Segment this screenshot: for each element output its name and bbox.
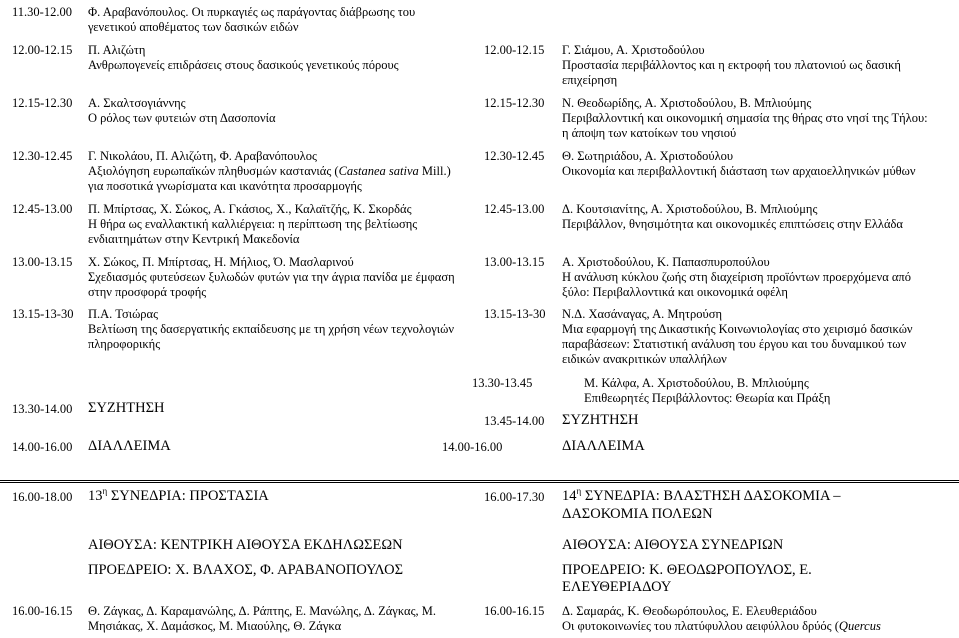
session-line: Η θήρα ως εναλλακτική καλλιέργεια: η περίπτωση της βελτίωσης <box>88 217 418 231</box>
session-time: 12.45-13.00 <box>484 202 545 216</box>
session-line: Επιθεωρητές Περιβάλλοντος: Θεωρία και Πράξη <box>584 391 831 405</box>
session-line: Φ. Αραβανόπουλος. Οι πυρκαγιές ως παράγοντας διάβρωσης του <box>88 5 416 19</box>
discussion-label: ΣΥΖΗΤΗΣΗ <box>562 412 639 428</box>
session-time: 13.15-13-30 <box>12 307 74 321</box>
session-line: Δ. Σαμαράς, Κ. Θεοδωρόπουλος, Ε. Ελευθεριάδου <box>562 604 817 618</box>
session-line: Α. Σκαλτσογιάννης <box>88 96 186 110</box>
session-title: $14^\eta$ ΣΥΝΕΔΡΙΑ: ΒΛΑΣΤΗΣΗ ΔΑΣΟΚΟΜΙΑ – <box>562 486 841 504</box>
session-line: ειδικών ανακριτικών υπαλλήλων <box>562 352 727 366</box>
room-label: ΑΙΘΟΥΣΑ: ΚΕΝΤΡΙΚΗ ΑΙΘΟΥΣΑ ΕΚΔΗΛΩΣΕΩΝ <box>88 537 403 553</box>
session-line: Γ. Νικολάου, Π. Αλιζώτη, Φ. Αραβανόπουλος <box>88 149 317 163</box>
session-line: Θ. Σωτηριάδου, Α. Χριστοδούλου <box>562 149 734 163</box>
session-line: Προστασία περιβάλλοντος και η εκτροφή του πλατονιού ως δασική <box>562 58 901 72</box>
session-time: 12.30-12.45 <box>12 149 73 163</box>
session-line: Η ανάλυση κύκλου ζωής στη διαχείριση προϊόντων προερχόμενα από <box>562 270 911 284</box>
session-line: πληροφορικής <box>88 337 161 351</box>
session-line: Μ. Κάλφα, Α. Χριστοδούλου, Β. Μπλιούμης <box>584 376 809 390</box>
session-time: 16.00-16.15 <box>484 604 545 618</box>
session-line: Οικονομία και περιβαλλοντική διάσταση των αρχαιοελληνικών μύθων <box>562 164 916 178</box>
session-line: Αξιολόγηση ευρωπαϊκών πληθυσμών καστανιάς (Castanea sativa Mill.) <box>88 164 451 178</box>
session-line: ενδιαιτημάτων στην Κεντρική Μακεδονία <box>88 232 300 246</box>
session-line: Περιβαλλοντική και οικονομική σημασία της θήρας στο νησί της Τήλου: <box>562 111 928 125</box>
presidium-label-line-2: ΕΛΕΥΘΕΡΙΑΔΟΥ <box>562 579 672 595</box>
session-line: Μια εφαρμογή της Δικαστικής Κοινωνιολογίας στο χειρισμό δασικών <box>562 322 913 336</box>
discussion-label: ΣΥΖΗΤΗΣΗ <box>88 400 165 416</box>
session-line: Δ. Κουτσιανίτης, Α. Χριστοδούλου, Β. Μπλιούμης <box>562 202 818 216</box>
session-time: 14.00-16.00 <box>442 440 503 454</box>
session-line: Βελτίωση της δασεργατικής εκπαίδευσης με τη χρήση νέων τεχνολογιών <box>88 322 454 336</box>
session-time: 13.15-13-30 <box>484 307 546 321</box>
session-time: 16.00-17.30 <box>484 490 545 504</box>
session-line: παραβάσεων: Στατιστική ανάλυση του έργου και του δυναμικού των <box>562 337 907 351</box>
session-title-line-2: ΔΑΣΟΚΟΜΙΑ ΠΟΛΕΩΝ <box>562 506 713 522</box>
session-line: Ανθρωπογενείς επιδράσεις στους δασικούς γενετικούς πόρους <box>88 58 399 72</box>
session-time: 12.45-13.00 <box>12 202 73 216</box>
session-title: $13^\eta$ ΣΥΝΕΔΡΙΑ: ΠΡΟΣΤΑΣΙΑ <box>88 486 269 504</box>
session-line: Σχεδιασμός φυτεύσεων ξυλωδών φυτών για την άγρια πανίδα με έμφαση <box>88 270 455 284</box>
session-time: 16.00-18.00 <box>12 490 73 504</box>
session-time: 12.30-12.45 <box>484 149 545 163</box>
session-line: Μησιάκας, Χ. Δαμάσκος, Μ. Μιαούλης, Θ. Ζάγκα <box>88 619 342 633</box>
session-time: 12.00-12.15 <box>12 43 73 57</box>
session-line: Περιβάλλον, θνησιμότητα και οικονομικές επιπτώσεις στην Ελλάδα <box>562 217 903 231</box>
session-time: 13.00-13.15 <box>484 255 545 269</box>
presidium-label: ΠΡΟΕΔΡΕΙΟ: Χ. ΒΛΑΧΟΣ, Φ. ΑΡΑΒΑΝΟΠΟΥΛΟΣ <box>88 562 404 578</box>
break-label: ΔΙΑΛΛΕΙΜΑ <box>88 438 171 454</box>
session-line: Π. Αλιζώτη <box>88 43 146 57</box>
session-line: Π. Μπίρτσας, Χ. Σώκος, Α. Γκάσιος, Χ., Καλαϊτζής, Κ. Σκορδάς <box>88 202 412 216</box>
presidium-label: ΠΡΟΕΔΡΕΙΟ: Κ. ΘΕΟΔΩΡΟΠΟΥΛΟΣ, Ε. <box>562 562 812 578</box>
break-label: ΔΙΑΛΛΕΙΜΑ <box>562 438 645 454</box>
session-time: 16.00-16.15 <box>12 604 73 618</box>
session-time: 12.00-12.15 <box>484 43 545 57</box>
session-line: Α. Χριστοδούλου, Κ. Παπασπυροπούλου <box>562 255 770 269</box>
section-divider <box>0 480 959 481</box>
session-time: 13.30-14.00 <box>12 402 73 416</box>
session-line: Π.Α. Τσιώρας <box>88 307 159 321</box>
session-time: 11.30-12.00 <box>12 5 72 19</box>
session-line: Γ. Σιάμου, Α. Χριστοδούλου <box>562 43 705 57</box>
session-line: Χ. Σώκος, Π. Μπίρτσας, Η. Μήλιος, Ό. Μασλαρινού <box>88 255 354 269</box>
session-time: 13.00-13.15 <box>12 255 73 269</box>
session-line: Ν.Δ. Χασάναγας, Α. Μητρούση <box>562 307 722 321</box>
session-time: 13.45-14.00 <box>484 414 545 428</box>
room-label: ΑΙΘΟΥΣΑ: ΑΙΘΟΥΣΑ ΣΥΝΕΔΡΙΩΝ <box>562 537 784 553</box>
session-line: για ποσοτικά γνωρίσματα και ικανότητα προσαρμογής <box>88 179 362 193</box>
session-line: Ο ρόλος των φυτειών στη Δασοπονία <box>88 111 276 125</box>
session-line: ξύλο: Περιβαλλοντικά και οικονομικά οφέλη <box>562 285 788 299</box>
session-line: η άποψη των κατοίκων του νησιού <box>562 126 737 140</box>
session-line: επιχείρηση <box>562 73 618 87</box>
section-divider <box>0 482 959 483</box>
session-line: Θ. Ζάγκας, Δ. Καραμανώλης, Δ. Ράπτης, Ε. Μανώλης, Δ. Ζάγκας, Μ. <box>88 604 437 618</box>
session-time: 14.00-16.00 <box>12 440 73 454</box>
session-time: 12.15-12.30 <box>12 96 73 110</box>
session-line: στην προσφορά τροφής <box>88 285 207 299</box>
session-line: Οι φυτοκοινωνίες του πλατύφυλλου αειφύλλου δρύός (Quercus <box>562 619 881 633</box>
session-time: 13.30-13.45 <box>472 376 533 390</box>
session-line: Ν. Θεοδωρίδης, Α. Χριστοδούλου, Β. Μπλιούμης <box>562 96 812 110</box>
session-line: γενετικού αποθέματος των δασικών ειδών <box>88 20 299 34</box>
session-time: 12.15-12.30 <box>484 96 545 110</box>
